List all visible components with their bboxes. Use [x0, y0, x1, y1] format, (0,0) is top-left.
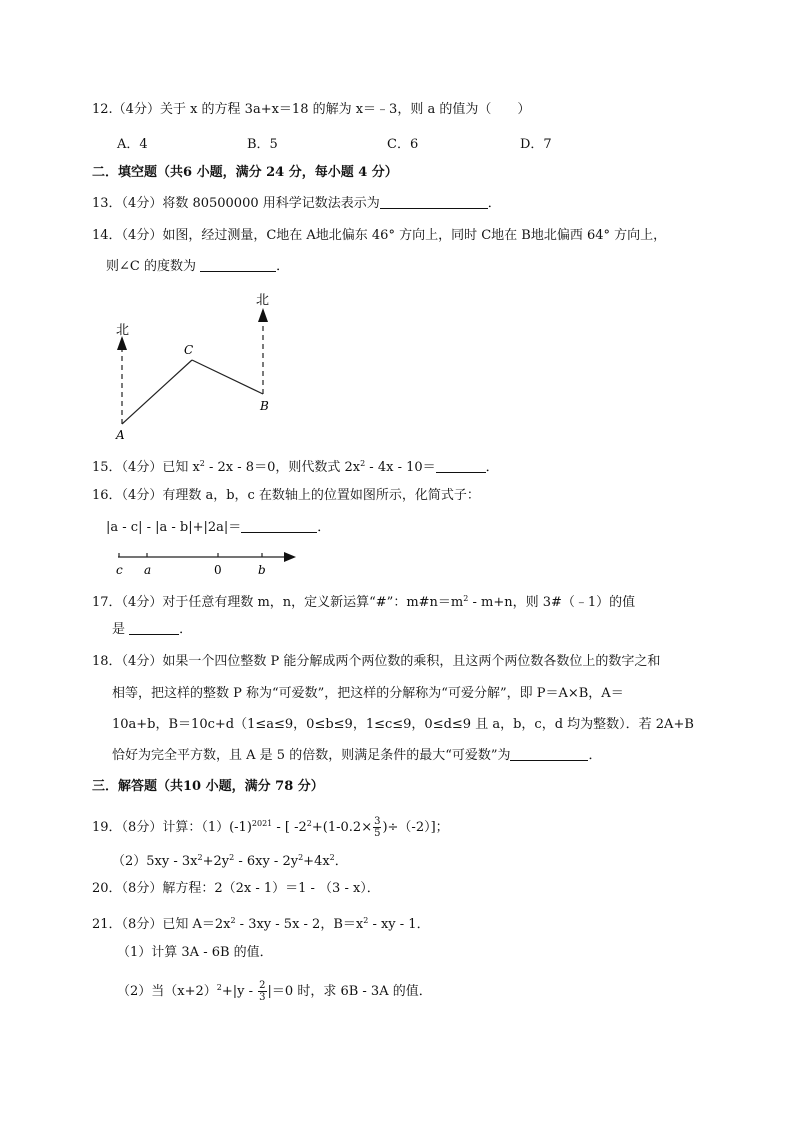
q19-p2-exp3: 2: [298, 853, 304, 862]
q16-line1: 16．（4分）有理数 a，b，c 在数轴上的位置如图所示，化简式子：: [92, 488, 480, 503]
q19-fraction: [373, 816, 381, 839]
q21-part2: [117, 976, 432, 1004]
q14-line2-wrap: 则∠C 的度数为 ．: [106, 259, 290, 274]
axis-label-b: b: [258, 563, 266, 577]
q16-expression: |a - c| - |a - b|+|2a|＝: [106, 520, 242, 535]
q21-c: - xy - 1．: [368, 917, 430, 932]
q18-line4: 恰好为完全平方数，且 A 是 5 的倍数，则满足条件的最大“可爱数”为: [112, 748, 511, 763]
q21-fraction: [258, 980, 266, 1003]
q21-exp2: 2: [363, 916, 369, 925]
q17-part-a: 17．（4分）对于任意有理数 m，n，定义新运算“#”：m#n＝m: [92, 595, 464, 610]
q13-answer-blank: [380, 195, 488, 209]
q12-option-b: B．5: [247, 137, 278, 152]
q16-answer-blank: [241, 519, 317, 533]
q19-term-2: - [ -2: [272, 820, 307, 835]
q12-option-a: A．4: [117, 137, 148, 152]
q14-figure: [100, 284, 300, 446]
axis-label-zero: 0: [214, 563, 222, 577]
q19-p2-a: （2）5xy - 3x: [112, 854, 198, 869]
q21-part1: （1）计算 3A - 6B 的值．: [117, 945, 273, 960]
q19-term-3: +(1-0.2×: [311, 820, 373, 835]
q19-p2-exp2: 2: [229, 853, 235, 862]
q19-part2: [112, 849, 348, 871]
q16-line2-wrap: |a - c| - |a - b|+|2a|＝ ．: [106, 520, 331, 535]
q15-part-c: - 4x - 10＝: [365, 460, 436, 475]
q18-line2: 相等，把这样的整数 P 称为“可爱数”，把这样的分解称为“可爱分解”，即 P＝A×B，A＝: [112, 686, 624, 701]
segment-cb: [192, 360, 263, 394]
q21-p2-a: （2）当（x+2）: [117, 984, 217, 999]
q21-p2-c: |＝0 时，求 6B - 3A 的值．: [267, 984, 432, 999]
north-label-b: 北: [256, 293, 270, 308]
north-label-a: 北: [116, 323, 130, 338]
q13-stem: 13．（4分）将数 80500000 用科学记数法表示为: [92, 196, 380, 211]
north-arrow-a-icon: [117, 336, 127, 350]
axis-label-c: c: [116, 563, 123, 577]
q17-exp: 2: [463, 594, 469, 603]
axis-label-a: a: [144, 563, 152, 577]
q17-line1: [92, 590, 635, 612]
q19-stem: 19．（8分）计算：（1）: [92, 820, 230, 835]
q21-denominator: 3: [259, 992, 266, 1003]
q21-a: 21．（8分）已知 A＝2x: [92, 917, 231, 932]
q20-text: 20．（8分）解方程：2（2x - 1）＝1 - （3 - x）．: [92, 881, 380, 896]
q17-line2-wrap: 是 ．: [112, 622, 193, 637]
q21-numerator: 2: [259, 980, 266, 991]
q12-option-c: C．6: [387, 137, 419, 152]
q13-text: 13．（4分）将数 80500000 用科学记数法表示为 ．: [92, 196, 501, 211]
section-heading-fill-in: 二．填空题（共6 小题，满分 24 分，每小题 4 分）: [92, 165, 398, 180]
q19-p2-e: ．: [334, 854, 348, 869]
segment-ac: [122, 360, 192, 424]
q15-part-b: - 2x - 8＝0，则代数式 2x: [204, 460, 361, 475]
q18-line4-wrap: 恰好为完全平方数，且 A 是 5 的倍数，则满足条件的最大“可爱数”为 ．: [112, 748, 602, 763]
q14-line2: 则∠C 的度数为: [106, 259, 196, 274]
north-arrow-b-icon: [258, 308, 268, 322]
q12-option-d: D．7: [520, 137, 552, 152]
q21-line1: [92, 912, 430, 934]
q17-answer-blank: [129, 621, 179, 635]
q19-p2-b: +2y: [202, 854, 230, 869]
q19-p2-exp4: 2: [329, 853, 335, 862]
section-heading-solutions: 三．解答题（共10 小题，满分 78 分）: [92, 779, 324, 794]
q18-line3: 10a+b，B＝10c+d（1≤a≤9，0≤b≤9，1≤c≤9，0≤d≤9 且 a，b，c，d 均为整数）．若 2A+B: [112, 717, 694, 732]
number-line-arrow-icon: [284, 552, 296, 562]
q19-p2-exp1: 2: [197, 853, 203, 862]
q19-denominator: 5: [374, 828, 381, 839]
q15-text: 15．（4分）已知 $x^2 - 2x - 8=0$，则代数式 $2x^2 - 4x - 10=$ ．: [92, 459, 499, 475]
q15-exp-1: 2: [199, 459, 205, 468]
point-label-c: C: [184, 343, 194, 357]
q19-exp-2: 2: [306, 819, 312, 828]
q18-answer-blank: [510, 747, 588, 761]
q19-numerator: 3: [374, 816, 381, 827]
point-label-a: A: [116, 428, 125, 442]
q14-answer-blank: [200, 258, 276, 272]
q19-p2-c: - 6xy - 2y: [234, 854, 299, 869]
q19-part1: [92, 812, 449, 840]
q14-line1: 14．（4分）如图，经过测量，C地在 A地北偏东 46° 方向上，同时 C地在 B地北偏西 64° 方向上，: [92, 228, 667, 243]
q19-term-4: )÷（-2）]；: [382, 820, 449, 835]
point-label-b: B: [260, 399, 269, 413]
q21-p2-b: +|y -: [221, 984, 258, 999]
q15-part-a: 15．（4分）已知 x: [92, 460, 200, 475]
q19-exp-2021: 2021: [251, 819, 273, 828]
q21-b: - 3xy - 5x - 2，B＝x: [235, 917, 364, 932]
q17-part-b: - m+n，则 3#（﹣1）的值: [468, 595, 636, 610]
q18-line1: 18．（4分）如果一个四位整数 P 能分解成两个两位数的乘积，且这两个两位数各数位上的数字之和: [92, 654, 661, 669]
q21-exp1: 2: [230, 916, 236, 925]
q12-stem: 12.（4分）关于 x 的方程 3a+x＝18 的解为 x＝﹣3，则 a 的值为（ ）: [92, 102, 531, 117]
q17-line2: 是: [112, 622, 126, 637]
q19-p2-d: +4x: [303, 854, 330, 869]
q15-exp-2: 2: [360, 459, 366, 468]
q21-p2-exp: 2: [216, 983, 222, 992]
q15-answer-blank: [436, 459, 486, 473]
q19-term-1: (-1): [229, 820, 252, 835]
q16-number-line: [110, 548, 300, 578]
